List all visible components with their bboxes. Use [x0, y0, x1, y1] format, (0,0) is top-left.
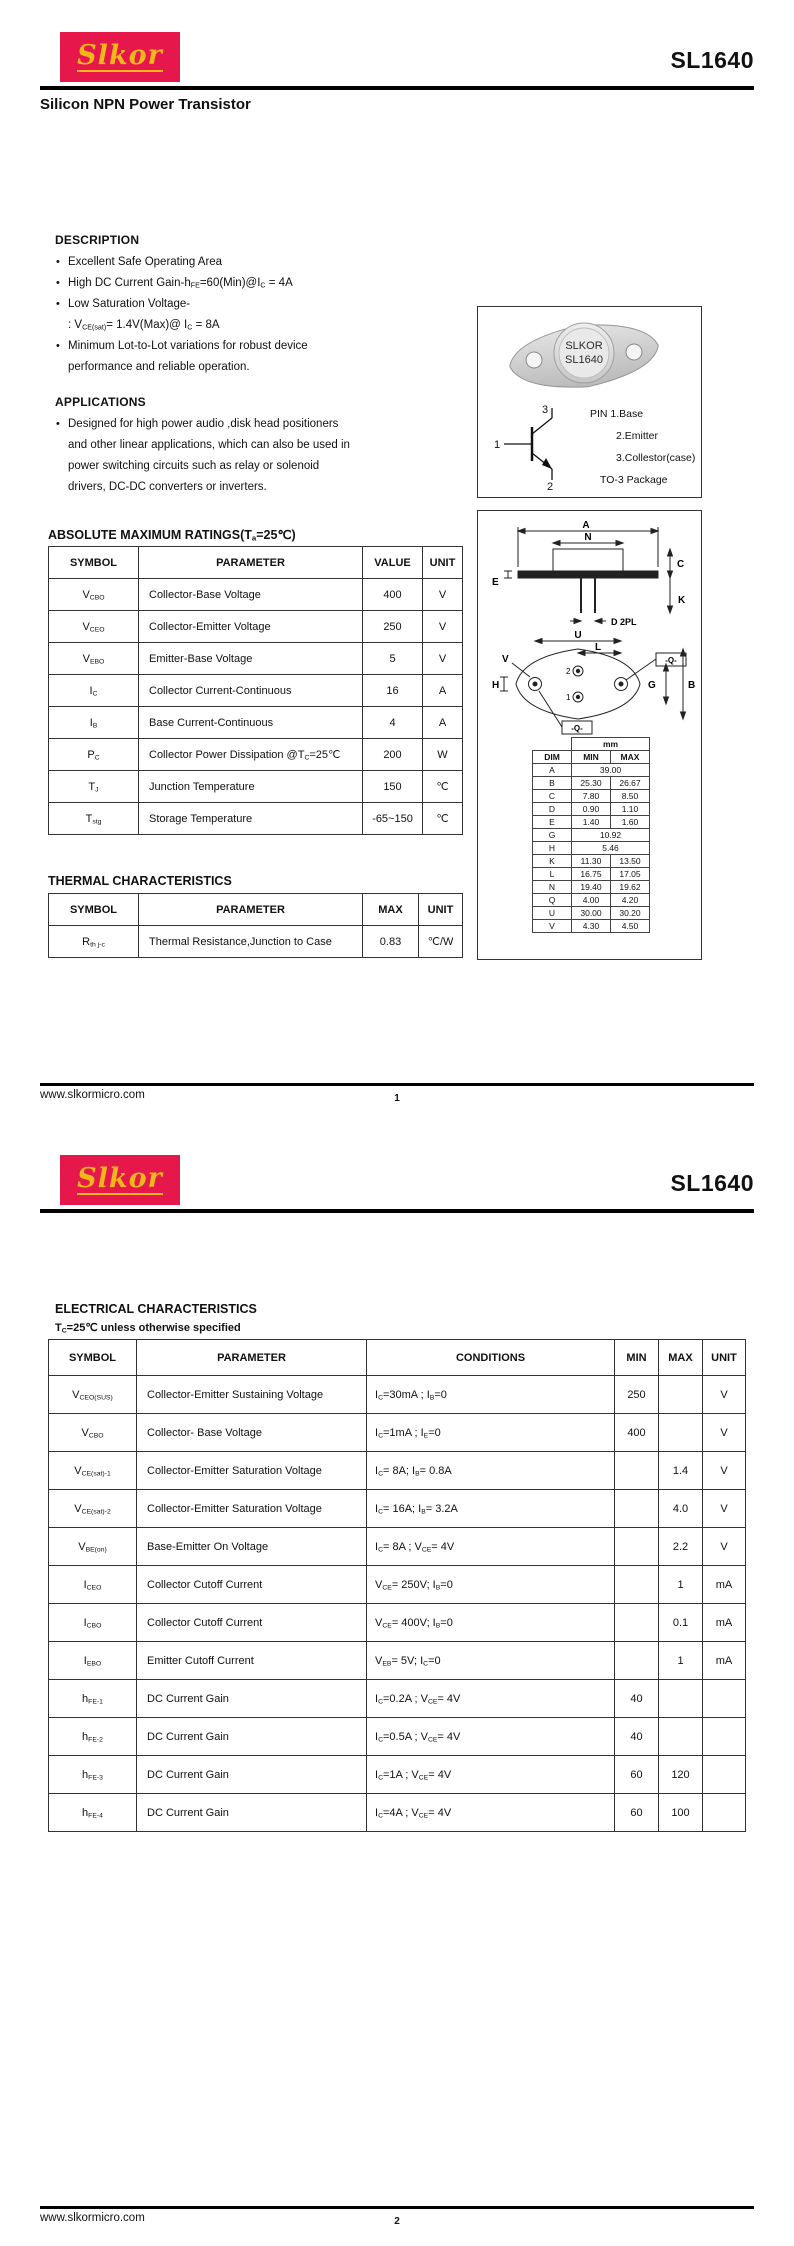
- unit-cell: A: [423, 675, 463, 707]
- pin-info-line: PIN 1.Base: [590, 408, 644, 420]
- max-cell: 0.1: [659, 1604, 703, 1642]
- symbol-cell: $h_{FE-3}$: [49, 1756, 137, 1794]
- abs-max-heading: ABSOLUTE MAXIMUM $RATINGS(T_a=25℃)$: [48, 528, 296, 543]
- left-column: [55, 233, 351, 498]
- min-cell: [615, 1452, 659, 1490]
- electrical-heading: ELECTRICAL CHARACTERISTICS: [55, 1302, 257, 1316]
- electrical-table: [48, 1339, 746, 1832]
- conditions-cell: $I_C=30mA$ ; $I_B=0$: [367, 1376, 615, 1414]
- table-row: [49, 611, 463, 643]
- table-row: [49, 707, 463, 739]
- to3-package-photo: [484, 311, 694, 401]
- unit-cell: mA: [703, 1566, 746, 1604]
- min-cell: [615, 1566, 659, 1604]
- parameter-cell: Collector-Emitter Sustaining Voltage: [137, 1376, 367, 1414]
- electrical-subheading: $T_C=25℃$ unless otherwise specified: [55, 1322, 241, 1335]
- pin-number-base: 1: [494, 439, 501, 451]
- website-text: www.slkormicro.com: [40, 2212, 145, 2224]
- parameter-cell: Emitter-Base Voltage: [139, 643, 363, 675]
- symbol-cell: $T_J$: [49, 771, 139, 803]
- parameter-cell: DC Current Gain: [137, 1794, 367, 1832]
- table-row: [49, 1718, 746, 1756]
- table-header-cell: MIN: [615, 1340, 659, 1376]
- dim-letter-cell: N: [533, 881, 572, 894]
- min-cell: 250: [615, 1376, 659, 1414]
- max-cell: 100: [659, 1794, 703, 1832]
- dim-max-cell: 30.20: [611, 907, 650, 920]
- symbol-cell: $V_{CBO}$: [49, 1414, 137, 1452]
- table-row: [49, 579, 463, 611]
- max-cell: 2.2: [659, 1528, 703, 1566]
- symbol-cell: $I_C$: [49, 675, 139, 707]
- conditions-cell: $I_C=0.5A$ ; $V_{CE}= 4V$: [367, 1718, 615, 1756]
- pin-info: [590, 403, 698, 491]
- table-row: [49, 803, 463, 835]
- dim-letter-cell: E: [533, 816, 572, 829]
- table-header-cell: UNIT: [419, 894, 463, 926]
- dim-header-row: [533, 751, 650, 764]
- dim-header-cell: DIM: [533, 751, 572, 764]
- footer-rule: [40, 2206, 754, 2209]
- table-header-cell: MAX: [363, 894, 419, 926]
- value-cell: 250: [363, 611, 423, 643]
- dim-min-cell: 4.30: [572, 920, 611, 933]
- package-side-view-drawing: [478, 517, 698, 629]
- symbol-cell: $V_{CEO}$: [49, 611, 139, 643]
- max-cell: [659, 1680, 703, 1718]
- dim-label-e: E: [492, 577, 499, 588]
- dim-label-n: N: [584, 532, 592, 543]
- dim-max-cell: 8.50: [611, 790, 650, 803]
- dim-table: [532, 737, 650, 933]
- dim-unit-cell: mm: [572, 738, 650, 751]
- dim-label-l: L: [594, 642, 602, 653]
- conditions-cell: $I_C= 8A$; $I_B= 0.8A$: [367, 1452, 615, 1490]
- package-box: [477, 306, 702, 498]
- symbol-cell: $T_{stg}$: [49, 803, 139, 835]
- symbol-cell: $V_{CBO}$: [49, 579, 139, 611]
- dim-letter-cell: Q: [533, 894, 572, 907]
- min-cell: 400: [615, 1414, 659, 1452]
- dim-max-cell: 13.50: [611, 855, 650, 868]
- pin-number-collector: 3: [542, 404, 549, 416]
- dim-row: [533, 842, 650, 855]
- dim-label-b: B: [688, 680, 696, 691]
- table-row: [49, 739, 463, 771]
- dim-min-cell: 4.00: [572, 894, 611, 907]
- footer-rule: [40, 1083, 754, 1086]
- symbol-cell: $I_{EBO}$: [49, 1642, 137, 1680]
- unit-cell: V: [703, 1490, 746, 1528]
- page-number: 1: [394, 1093, 400, 1104]
- bullet-text: Minimum Lot-to-Lot variations for robust device performance and reliable operation.: [68, 340, 308, 373]
- table-row: [49, 926, 463, 958]
- pin-info-line: TO-3 Package: [600, 474, 668, 486]
- bullet-text: : $V_{CE(sat)}=$ 1.4V(Max)@ $I_C = 8A$: [68, 319, 220, 332]
- dim-row: [533, 907, 650, 920]
- unit-cell: V: [423, 611, 463, 643]
- value-cell: 4: [363, 707, 423, 739]
- table-header-cell: UNIT: [423, 547, 463, 579]
- conditions-cell: $I_C= 16A$; $I_B= 3.2A$: [367, 1490, 615, 1528]
- max-cell: [659, 1718, 703, 1756]
- parameter-cell: Collector Power Dissipation $@T_C=25℃$: [139, 739, 363, 771]
- symbol-cell: $P_C$: [49, 739, 139, 771]
- conditions-cell: $I_C=1mA$ ; $I_E=0$: [367, 1414, 615, 1452]
- dim-blank-cell: [533, 738, 572, 751]
- dim-row: [533, 764, 650, 777]
- max-cell: 4.0: [659, 1490, 703, 1528]
- dim-header-cell: MIN: [572, 751, 611, 764]
- table-header-cell: SYMBOL: [49, 894, 139, 926]
- unit-cell: V: [703, 1452, 746, 1490]
- parameter-cell: DC Current Gain: [137, 1756, 367, 1794]
- dim-header-cell: MAX: [611, 751, 650, 764]
- max-cell: 120: [659, 1756, 703, 1794]
- symbol-cell: $V_{EBO}$: [49, 643, 139, 675]
- dim-min-cell: 1.40: [572, 816, 611, 829]
- header-rule: [40, 86, 754, 90]
- conditions-cell: $I_C=1A$ ; $V_{CE}= 4V$: [367, 1756, 615, 1794]
- parameter-cell: Base Current-Continuous: [139, 707, 363, 739]
- min-cell: 40: [615, 1680, 659, 1718]
- value-cell: 200: [363, 739, 423, 771]
- doc-title: Silicon NPN Power Transistor: [40, 96, 251, 113]
- unit-cell: ℃/W: [419, 926, 463, 958]
- min-cell: [615, 1490, 659, 1528]
- symbol-cell: $I_{CEO}$: [49, 1566, 137, 1604]
- applications-heading: APPLICATIONS: [55, 395, 146, 409]
- dim-min-cell: 11.30: [572, 855, 611, 868]
- parameter-cell: Collector Current-Continuous: [139, 675, 363, 707]
- unit-cell: W: [423, 739, 463, 771]
- dim-label-k: K: [678, 595, 686, 606]
- parameter-cell: Junction Temperature: [139, 771, 363, 803]
- dim-letter-cell: B: [533, 777, 572, 790]
- abs-max-table: [48, 546, 463, 835]
- table-row: [49, 1490, 746, 1528]
- dim-label-u: U: [574, 630, 582, 641]
- unit-cell: A: [423, 707, 463, 739]
- dim-min-cell: 10.92: [572, 829, 650, 842]
- table-header-cell: MAX: [659, 1340, 703, 1376]
- min-cell: 60: [615, 1756, 659, 1794]
- value-cell: -65~150: [363, 803, 423, 835]
- parameter-cell: DC Current Gain: [137, 1680, 367, 1718]
- table-header-cell: VALUE: [363, 547, 423, 579]
- mechanical-drawing-box: [477, 510, 702, 960]
- unit-cell: [703, 1680, 746, 1718]
- dim-min-cell: 19.40: [572, 881, 611, 894]
- table-row: [49, 1452, 746, 1490]
- bullet-item: [55, 273, 351, 294]
- pin-info-line: 3.Collestor(case): [616, 452, 696, 464]
- dim-label-g: G: [648, 680, 656, 691]
- table-header-cell: PARAMETER: [139, 547, 363, 579]
- min-cell: [615, 1642, 659, 1680]
- dim-max-cell: 4.50: [611, 920, 650, 933]
- dim-label-h: H: [492, 680, 500, 691]
- table-header-cell: SYMBOL: [49, 1340, 137, 1376]
- dim-letter-cell: A: [533, 764, 572, 777]
- max-cell: [659, 1414, 703, 1452]
- bullet-icon: [56, 336, 60, 357]
- bottom-pin-upper: 2: [566, 667, 571, 676]
- dim-letter-cell: U: [533, 907, 572, 920]
- dim-min-cell: 5.46: [572, 842, 650, 855]
- parameter-cell: Collector Cutoff Current: [137, 1604, 367, 1642]
- conditions-cell: $V_{EB}= 5V$; $I_C=0$: [367, 1642, 615, 1680]
- slkor-logo: [60, 32, 180, 82]
- parameter-cell: Collector-Base Voltage: [139, 579, 363, 611]
- part-number: SL1640: [670, 1170, 754, 1196]
- page-number: 2: [394, 2216, 400, 2227]
- table-row: [49, 1604, 746, 1642]
- dim-row: [533, 829, 650, 842]
- table-row: [49, 1566, 746, 1604]
- table-row: [49, 771, 463, 803]
- min-cell: [615, 1528, 659, 1566]
- dim-min-cell: 39.00: [572, 764, 650, 777]
- logo-text: Slkor: [77, 1162, 163, 1194]
- symbol-cell: $V_{CEO(SUS)}$: [49, 1376, 137, 1414]
- bullet-icon: [56, 294, 60, 315]
- parameter-cell: Emitter Cutoff Current: [137, 1642, 367, 1680]
- dim-max-cell: 19.62: [611, 881, 650, 894]
- unit-cell: V: [703, 1414, 746, 1452]
- table-header-cell: CONDITIONS: [367, 1340, 615, 1376]
- bullet-item: [55, 336, 351, 378]
- unit-cell: ℃: [423, 803, 463, 835]
- dim-label-c: C: [677, 559, 685, 570]
- dim-row: [533, 790, 650, 803]
- dim-row: [533, 868, 650, 881]
- unit-cell: [703, 1756, 746, 1794]
- min-cell: 40: [615, 1718, 659, 1756]
- dim-max-cell: 26.67: [611, 777, 650, 790]
- dim-letter-cell: K: [533, 855, 572, 868]
- symbol-cell: $h_{FE-4}$: [49, 1794, 137, 1832]
- parameter-cell: Storage Temperature: [139, 803, 363, 835]
- conditions-cell: $I_C=4A$ ; $V_{CE}= 4V$: [367, 1794, 615, 1832]
- npn-transistor-symbol: [492, 403, 584, 491]
- dim-row: [533, 894, 650, 907]
- value-cell: 150: [363, 771, 423, 803]
- table-header-cell: UNIT: [703, 1340, 746, 1376]
- dim-label-a: A: [582, 520, 590, 531]
- header-rule: [40, 1209, 754, 1213]
- value-cell: 16: [363, 675, 423, 707]
- dim-label-v: V: [502, 654, 509, 665]
- dim-max-cell: 1.60: [611, 816, 650, 829]
- photo-label-brand: SLKOR: [565, 340, 603, 352]
- parameter-cell: Thermal Resistance,Junction to Case: [139, 926, 363, 958]
- parameter-cell: Collector- Base Voltage: [137, 1414, 367, 1452]
- symbol-cell: $h_{FE-1}$: [49, 1680, 137, 1718]
- unit-cell: V: [703, 1376, 746, 1414]
- dim-letter-cell: C: [533, 790, 572, 803]
- dim-row: [533, 816, 650, 829]
- unit-cell: [703, 1718, 746, 1756]
- page-2: [0, 1123, 794, 2246]
- dim-label-d: D 2PL: [611, 617, 637, 627]
- slkor-logo: [60, 1155, 180, 1205]
- min-cell: 60: [615, 1794, 659, 1832]
- dim-row: [533, 855, 650, 868]
- table-header-cell: PARAMETER: [139, 894, 363, 926]
- package-bottom-view-drawing: [478, 629, 698, 735]
- bullet-text: High DC Current Gain-$h_{FE}=60(Min)@I_C = 4A$: [68, 277, 293, 290]
- bullet-text: Low Saturation Voltage-: [68, 298, 191, 310]
- dim-min-cell: 0.90: [572, 803, 611, 816]
- dim-unit-row: [533, 738, 650, 751]
- description-heading: DESCRIPTION: [55, 233, 140, 247]
- unit-cell: mA: [703, 1642, 746, 1680]
- table-header-row: [49, 894, 463, 926]
- dim-row: [533, 881, 650, 894]
- bottom-pin-lower: 1: [566, 693, 571, 702]
- table-row: [49, 1756, 746, 1794]
- dim-letter-cell: H: [533, 842, 572, 855]
- table-row: [49, 1642, 746, 1680]
- bullet-item: [55, 414, 351, 498]
- conditions-cell: $I_C=0.2A$ ; $V_{CE}= 4V$: [367, 1680, 615, 1718]
- dim-row: [533, 803, 650, 816]
- symbol-cell: $V_{CE(sat)-1}$: [49, 1452, 137, 1490]
- photo-label-part: SL1640: [565, 354, 603, 366]
- table-row: [49, 675, 463, 707]
- table-row: [49, 1680, 746, 1718]
- dim-letter-cell: G: [533, 829, 572, 842]
- conditions-cell: $V_{CE}= 400V$; $I_B=0$: [367, 1604, 615, 1642]
- unit-cell: ℃: [423, 771, 463, 803]
- table-header-row: [49, 547, 463, 579]
- symbol-cell: $V_{CE(sat)-2}$: [49, 1490, 137, 1528]
- value-cell: 400: [363, 579, 423, 611]
- max-cell: [659, 1376, 703, 1414]
- dim-max-cell: 4.20: [611, 894, 650, 907]
- part-number: SL1640: [670, 47, 754, 73]
- parameter-cell: Base-Emitter On Voltage: [137, 1528, 367, 1566]
- parameter-cell: DC Current Gain: [137, 1718, 367, 1756]
- logo-text: Slkor: [77, 39, 163, 71]
- dim-max-cell: 17.05: [611, 868, 650, 881]
- applications-list: [55, 414, 351, 498]
- thermal-heading: THERMAL CHARACTERISTICS: [48, 874, 232, 888]
- max-cell: 1: [659, 1642, 703, 1680]
- unit-cell: V: [423, 579, 463, 611]
- bullet-item: [55, 294, 351, 315]
- parameter-cell: Collector-Emitter Saturation Voltage: [137, 1490, 367, 1528]
- min-cell: [615, 1604, 659, 1642]
- table-row: [49, 1794, 746, 1832]
- bullet-text: Excellent Safe Operating Area: [68, 256, 223, 268]
- symbol-cell: $h_{FE-2}$: [49, 1718, 137, 1756]
- bullet-item: [55, 315, 351, 336]
- max-cell: 0.83: [363, 926, 419, 958]
- website-text: www.slkormicro.com: [40, 1089, 145, 1101]
- unit-cell: mA: [703, 1604, 746, 1642]
- bullet-item: [55, 252, 351, 273]
- table-header-cell: PARAMETER: [137, 1340, 367, 1376]
- table-row: [49, 1528, 746, 1566]
- dim-row: [533, 920, 650, 933]
- parameter-cell: Collector Cutoff Current: [137, 1566, 367, 1604]
- dim-max-cell: 1.10: [611, 803, 650, 816]
- bullet-text: Designed for high power audio ,disk head positioners and other linear applications, which can also be used in power switching circuits such as relay or solenoid drivers, DC-DC converters or inverters.: [68, 418, 350, 493]
- dim-letter-cell: V: [533, 920, 572, 933]
- parameter-cell: Collector-Emitter Saturation Voltage: [137, 1452, 367, 1490]
- dim-row: [533, 777, 650, 790]
- description-list: [55, 252, 351, 378]
- table-row: [49, 1414, 746, 1452]
- dim-letter-cell: L: [533, 868, 572, 881]
- unit-cell: V: [703, 1528, 746, 1566]
- bullet-icon: [56, 414, 60, 435]
- table-header-row: [49, 1340, 746, 1376]
- table-row: [49, 1376, 746, 1414]
- pin-number-emitter: 2: [547, 481, 554, 491]
- conditions-cell: $V_{CE}= 250V$; $I_B=0$: [367, 1566, 615, 1604]
- table-header-cell: SYMBOL: [49, 547, 139, 579]
- thermal-table: [48, 893, 463, 958]
- unit-cell: [703, 1794, 746, 1832]
- dim-min-cell: 16.75: [572, 868, 611, 881]
- parameter-cell: Collector-Emitter Voltage: [139, 611, 363, 643]
- dim-min-cell: 25.30: [572, 777, 611, 790]
- dim-min-cell: 7.80: [572, 790, 611, 803]
- dim-letter-cell: D: [533, 803, 572, 816]
- bullet-icon: [56, 273, 60, 294]
- bullet-icon: [56, 252, 60, 273]
- pin-info-line: 2.Emitter: [616, 430, 659, 442]
- symbol-cell: $R_{th j-c}$: [49, 926, 139, 958]
- max-cell: 1: [659, 1566, 703, 1604]
- unit-cell: V: [423, 643, 463, 675]
- symbol-cell: $I_{CBO}$: [49, 1604, 137, 1642]
- max-cell: 1.4: [659, 1452, 703, 1490]
- conditions-cell: $I_C= 8A$ ; $V_{CE}= 4V$: [367, 1528, 615, 1566]
- symbol-cell: $I_B$: [49, 707, 139, 739]
- q-callout-bottom: -Q-: [571, 724, 583, 733]
- symbol-cell: $V_{BE(on)}$: [49, 1528, 137, 1566]
- dim-min-cell: 30.00: [572, 907, 611, 920]
- value-cell: 5: [363, 643, 423, 675]
- table-row: [49, 643, 463, 675]
- q-callout-top: -Q-: [665, 656, 677, 665]
